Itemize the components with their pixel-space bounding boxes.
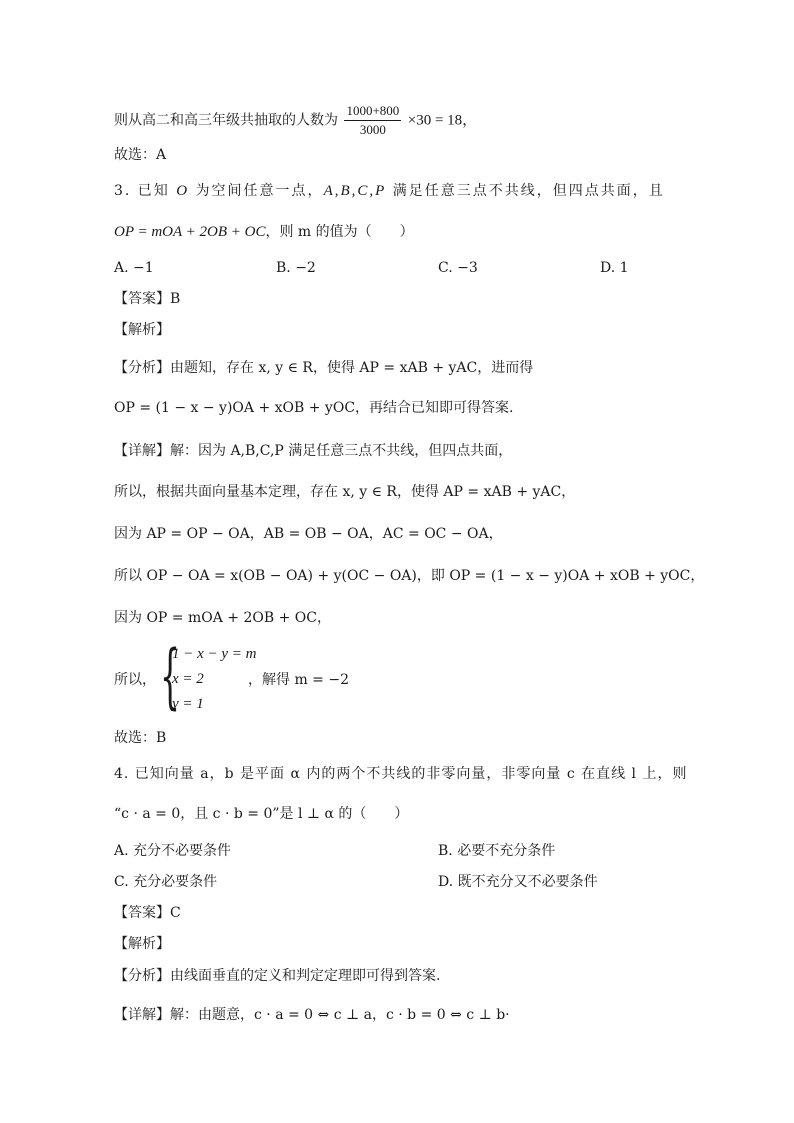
conclusion-line: 故选：A (114, 147, 167, 163)
fraction-denominator: 3000 (359, 122, 386, 137)
question-4-stem: “c · a = 0，且 c · b = 0”是 l ⊥ α 的（ ） (114, 806, 409, 822)
analysis-text: OP = (1 − x − y)OA + xOB + yOC，再结合已知即可得答案. (114, 400, 514, 416)
question-4-stem: 4. 已知向量 a，b 是平面 α 内的两个不共线的非零向量，非零向量 c 在直线 l 上，则 (114, 766, 688, 782)
detail-text: 【详解】解：因为 A,B,C,P 满足任意三点不共线，但四点共面， (114, 443, 513, 459)
sentence: 为空间任意一点， (189, 183, 324, 199)
question-3-stem (114, 181, 665, 201)
question-number: 3. 已知 (114, 183, 177, 199)
analysis-label: 【解析】 (114, 936, 170, 952)
option-c: C. −3 (438, 260, 478, 276)
sentence: 则从高二和高三年级共抽取的人数为 (114, 112, 338, 129)
option-b: B. 必要不充分条件 (438, 843, 556, 859)
answer-label: 【答案】B (114, 291, 181, 307)
option-a: A. 充分不必要条件 (114, 843, 232, 859)
math-var: O (176, 183, 190, 199)
option-c: C. 充分必要条件 (114, 874, 218, 890)
detail-text: 【详解】解：由题意，c · a = 0 ⇔ c ⊥ a，c · b = 0 ⇔ c ⊥ b· (114, 1007, 510, 1023)
fraction (344, 102, 401, 139)
text-line (114, 102, 477, 139)
system-row: 1 − x − y = m (172, 646, 257, 662)
sentence: ，则 m 的值为（ ） (265, 224, 414, 240)
option-d: D. 1 (600, 260, 629, 276)
question-3-equation-line (114, 222, 414, 242)
system-label: 所以， (114, 672, 156, 688)
solution-text: ，解得 m = −2 (248, 672, 349, 688)
system-row: y = 1 (172, 696, 204, 712)
analysis-text: 【分析】由线面垂直的定义和判定定理即可得到答案. (114, 968, 441, 984)
conclusion-line: 故选：B (114, 730, 167, 746)
analysis-text: 【分析】由题知，存在 x, y ∈ R，使得 AP = xAB + yAC，进而得 (114, 360, 534, 376)
option-b: B. −2 (276, 260, 316, 276)
system-row: x = 2 (172, 671, 204, 687)
vector-equation: OP = mOA + 2OB + OC (114, 224, 266, 240)
fraction-numerator: 1000+800 (344, 102, 401, 121)
answer-label: 【答案】C (114, 905, 181, 921)
brace: { (160, 635, 181, 717)
math-var: A,B,C,P (323, 183, 387, 199)
option-d: D. 既不充分又不必要条件 (438, 874, 598, 890)
sentence: 满足任意三点不共线，但四点共面，且 (386, 183, 665, 199)
detail-text: 所以，根据共面向量基本定理，存在 x, y ∈ R，使得 AP = xAB + yAC， (114, 484, 576, 500)
equation: ×30 = 18， (407, 112, 478, 129)
option-a: A. −1 (114, 260, 154, 276)
analysis-label: 【解析】 (114, 322, 170, 338)
detail-text: 因为 AP = OP − OA，AB = OB − OA，AC = OC − OA， (114, 526, 503, 542)
detail-text: 因为 OP = mOA + 2OB + OC， (114, 610, 331, 626)
detail-text: 所以 OP − OA = x(OB − OA) + y(OC − OA)，即 OP = (1 − x − y)OA + xOB + yOC， (114, 568, 705, 584)
